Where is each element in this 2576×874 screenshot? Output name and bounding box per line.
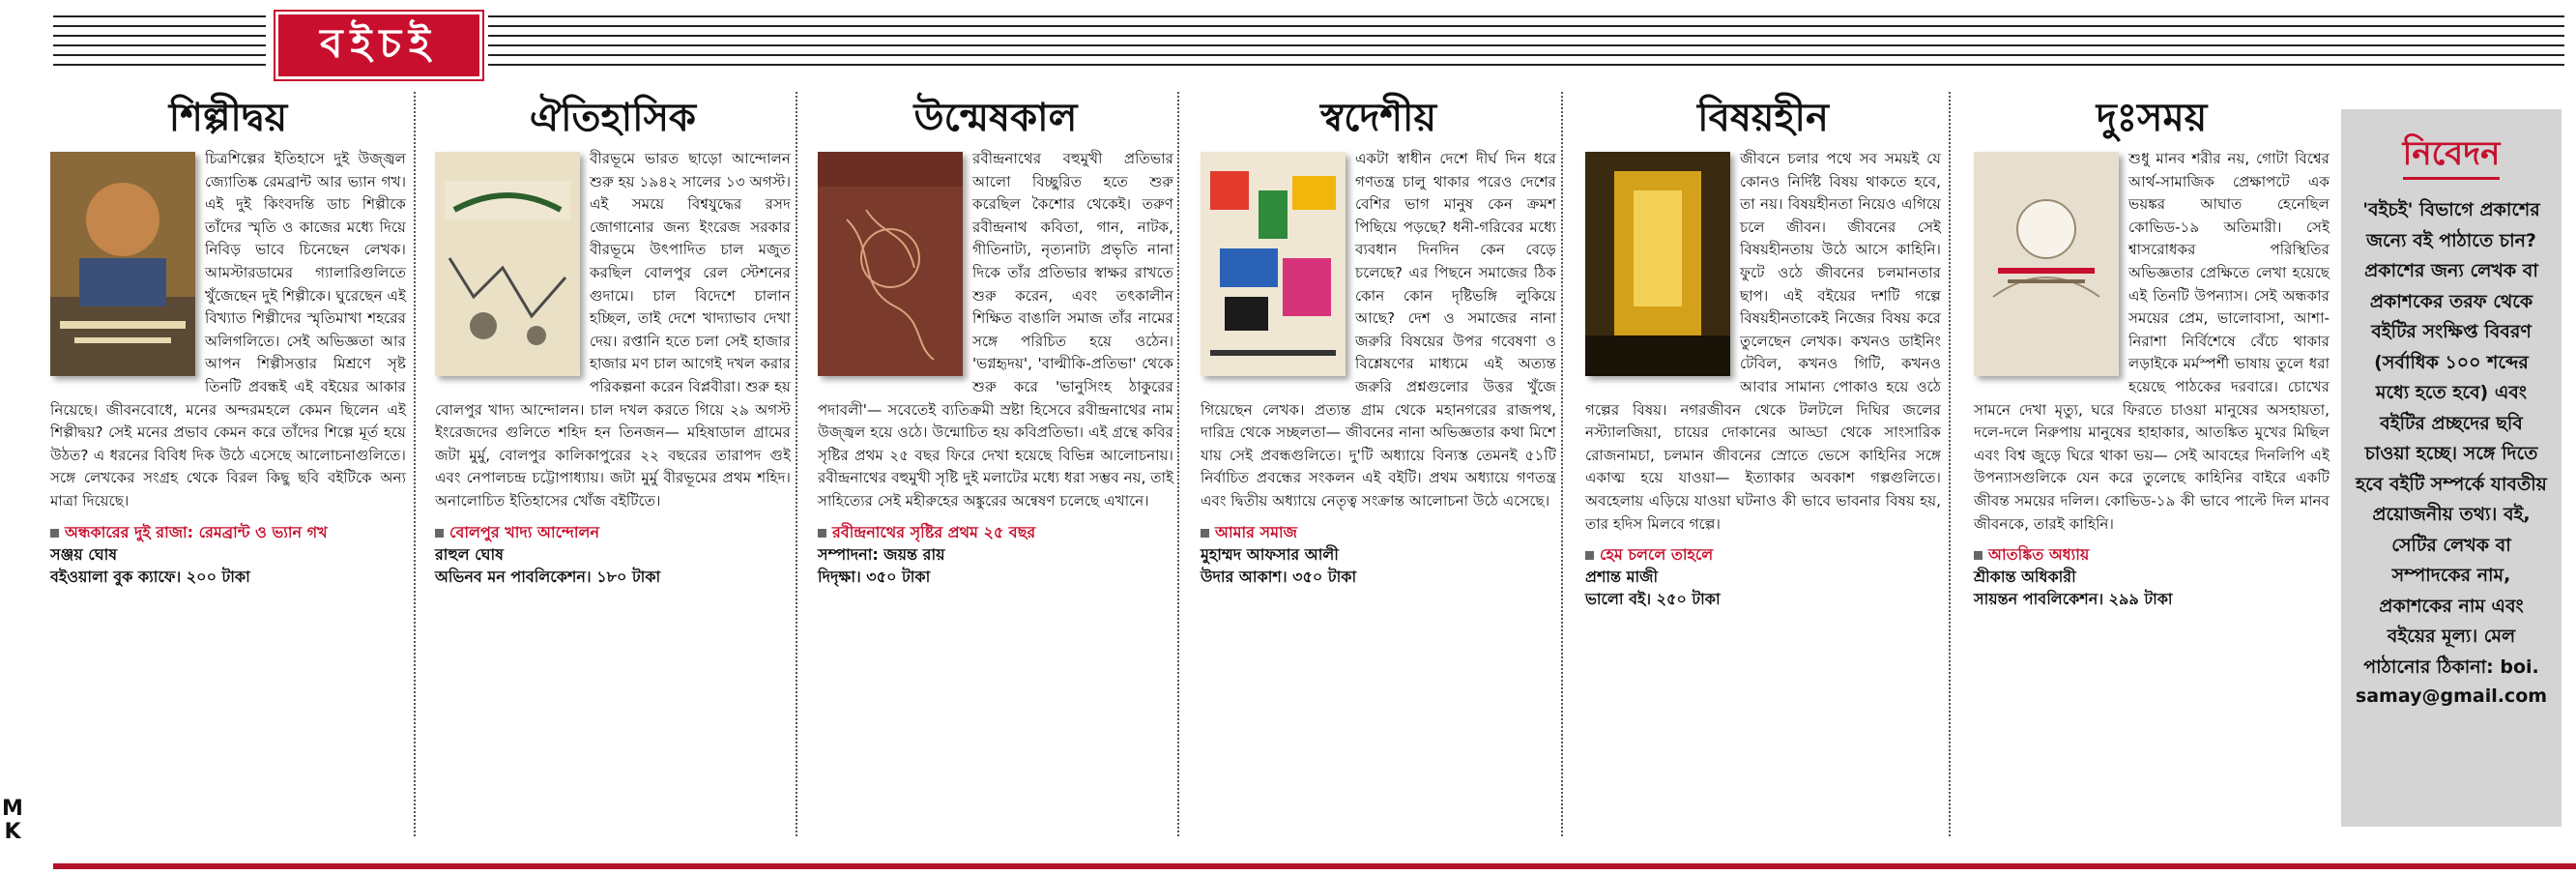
book-title: বোলপুর খাদ্য আন্দোলন bbox=[449, 522, 599, 541]
book-publisher-price: ভালো বই। ২৫০ টাকা bbox=[1585, 590, 1721, 609]
registration-mark-m: M bbox=[2, 797, 23, 821]
column-title: বিষয়হীন bbox=[1697, 95, 1829, 140]
book-author: সঞ্জয় ঘোষ bbox=[50, 544, 118, 564]
review-text: চিত্রশিল্পের ইতিহাসে দুই উজ্জ্বল জ্যোতিষ্ক রেমব্রান্ট আর ভ্যান গখ। এই দুই কিংবদন্তি ডাচ শিল্পীকে তাঁদের স্মৃতি ও কাজের মধ্যে দিয়ে নিবিড় ভাবে চিনেছেন লেখক। আমস্টারডামের গ্যালারিগুলিতে খুঁজেছেন দুই শিল্পীকে। ঘুরেছেন এই বিখ্যাত শিল্পীদের স্মৃতিমাখা শহরের অলিগলিতে। সেই অভিজ্ঞতা আর আপন শিল্পীসত্তার মিশ্রণে সৃষ্ট তিনটি প্রবন্ধই এই বইয়ের আকার নিয়েছে। জীবনবোধে, মনের অন্দরমহলে কেমন ছিলেন এই শিল্পীদ্বয়? সেই মনের প্রভাব কেমন করে তাঁদের শিল্পে মূর্ত হয়ে উঠত? এ ধরনের বিবিধ দিক উঠে এসেছে আলোচনাগুলিতে। সঙ্গে লেখকের সংগ্রহ থেকে বিরল কিছু ছবি বইটিকে অন্য মাত্রা দিয়েছে। bbox=[50, 150, 406, 510]
bullet-square-icon bbox=[50, 529, 59, 538]
book-author: মুহাম্মদ আফসার আলী bbox=[1201, 544, 1339, 564]
column-title: উন্মেষকাল bbox=[913, 95, 1078, 140]
book-cover-sketch bbox=[435, 152, 580, 376]
review-column-4 bbox=[1201, 92, 1556, 836]
book-author: শ্রীকান্ত অধিকারী bbox=[1974, 568, 2076, 587]
book-publisher-price: বইওয়ালা বুক ক্যাফে। ২০০ টাকা bbox=[50, 567, 250, 586]
column-title: দুঃসময় bbox=[2096, 95, 2208, 140]
book-publisher-price: দিদৃক্ষা। ৩৫০ টাকা bbox=[818, 567, 931, 586]
book-publisher-price: সায়ন্তন পাবলিকেশন। ২৯৯ টাকা bbox=[1974, 590, 2173, 609]
book-details bbox=[435, 521, 791, 588]
bottom-rule bbox=[53, 863, 2576, 869]
review-column-1 bbox=[50, 92, 406, 836]
book-details bbox=[1974, 543, 2330, 610]
column-title: শিল্পীদ্বয় bbox=[168, 95, 288, 140]
book-cover-yellow-blur bbox=[1585, 152, 1730, 376]
bullet-square-icon bbox=[435, 529, 444, 538]
book-cover-line-drawing bbox=[818, 152, 963, 376]
section-tag: বইচই bbox=[275, 12, 482, 79]
book-title: রবীন্দ্রনাথের সৃষ্টির প্রথম ২৫ বছর bbox=[832, 522, 1036, 541]
review-column-2 bbox=[435, 92, 791, 836]
review-text: একটা স্বাধীন দেশে দীর্ঘ দিন ধরে গণতন্ত্র চালু থাকার পরেও দেশের বেশির ভাগ মানুষ কেন ক্রমশ পিছিয়ে পড়ছে? ধনী-গরিবের মধ্যে ব্যবধান দিনদিন কেন বেড়ে চলেছে? এর পিছনে সমাজের ঠিক কোন কোন দৃষ্টিভঙ্গি লুকিয়ে আছে? দেশ ও সমাজের নানা জরুরি বিষয়ের উপর গবেষণা ও বিশ্লেষণের মাধ্যমে এই অত্যন্ত জরুরি প্রশ্নগুলোর উত্তর খুঁজে গিয়েছেন লেখক। প্রত্যন্ত গ্রাম থেকে মহানগরের রাজপথ, দারিদ্র থেকে সচ্ছলতা— জীবনের নানা অভিজ্ঞতার কথা মিশে যায় সেই প্রবন্ধগুলিতে। দু'টি অধ্যায়ে বিন্যস্ত তেমনই ৫১টি নির্বাচিত প্রবন্ধের সংকলন এই বইটি। প্রথম অধ্যায়ে গণতন্ত্র এবং দ্বিতীয় অধ্যায়ে নেতৃত্ব সংক্রান্ত আলোচনা উঠে এসেছে। bbox=[1201, 150, 1556, 510]
column-title: স্বদেশীয় bbox=[1319, 95, 1437, 140]
book-details bbox=[1585, 543, 1941, 610]
book-author: প্রশান্ত মাজী bbox=[1585, 568, 1659, 587]
bullet-square-icon bbox=[818, 529, 826, 538]
review-column-6 bbox=[1974, 92, 2330, 836]
review-columns bbox=[50, 92, 2341, 836]
notice-body: 'বইচই' বিভাগে প্রকাশের জন্যে বই পাঠাতে চান? প্রকাশের জন্য লেখক বা প্রকাশকের তরফ থেকে বইটির সংক্ষিপ্ত বিবরণ (সর্বাধিক ১০০ শব্দের মধ্যে হতে হবে) এবং বইটির প্রচ্ছদের ছবি চাওয়া হচ্ছে। সঙ্গে দিতে হবে বইটি সম্পর্কে যাবতীয় প্রয়োজনীয় তথ্য। বই, সেটির লেখক বা সম্পাদকের নাম, প্রকাশকের নাম এবং বইয়ের মূল্য। মেল পাঠানোর ঠিকানা: boi. bbox=[2356, 199, 2547, 678]
bullet-square-icon bbox=[1585, 551, 1594, 560]
notice-email: samay@gmail.com bbox=[2355, 685, 2548, 707]
review-text: বীরভূমে ভারত ছাড়ো আন্দোলন শুরু হয় ১৯৪২ সালের ১৩ অগস্ট। এই সময়ে বিশ্বযুদ্ধের রসদ জোগানোর জন্য ইংরেজ সরকার বীরভূমে উৎপাদিত চাল মজুত করছিল বোলপুর রেল স্টেশনের গুদামে। চাল বিদেশে চালান হচ্ছিল, তাই দেশে খাদ্যাভাব দেখা দেয়। রপ্তানি হতে চলা সেই হাজার হাজার মণ চাল আগেই দখল করার পরিকল্পনা করেন বিপ্লবীরা। শুরু হয় বোলপুর খাদ্য আন্দোলন। চাল দখল করতে গিয়ে ২৯ অগস্ট ইংরেজদের গুলিতে শহিদ হন তিনজন— মহিষাডাল গ্রামের জটা মুর্মু, বোলপুর কালিকাপুরের ২২ বছরের তারাপদ গুই এবং নেপালচন্দ্র চট্টোপাধ্যায়। জটা মুর্মু বীরভূমের প্রথম শহিদ। অনালোচিত ইতিহাসের খোঁজ বইটিতে। bbox=[435, 150, 791, 510]
book-cover-pale-sketch bbox=[1974, 152, 2119, 376]
review-column-3 bbox=[818, 92, 1173, 836]
book-title: অন্ধকারের দুই রাজা: রেমব্রান্ট ও ভ্যান গখ bbox=[65, 522, 328, 541]
book-cover-portrait-painting bbox=[50, 152, 195, 376]
review-text: জীবনে চলার পথে সব সময়ই যে কোনও নির্দিষ্ট বিষয় থাকতে হবে, তা নয়। বিষয়হীনতা নিয়েও এগিয়ে চলে জীবন। জীবনের সেই বিষয়হীনতায় উঠে আসে কাহিনি। ফুটে ওঠে জীবনের চলমানতার ছাপ। এই বইয়ের দশটি গল্পে বিষয়হীনতাকেই নিজের বিষয় করে তুলেছেন লেখক। কখনও ডাইনিং টেবিল, কখনও গিটি, কখনও আবার সামান্য পোকাও হয়ে ওঠে গল্পের বিষয়। নগরজীবন থেকে টলটলে দিঘির জলের নস্ট্যালজিয়া, চায়ের দোকানের আড্ডা থেকে সাংসারিক রোজনামচা, চলমান জীবনের স্রোতে ভেসে কাহিনির সঙ্গে একাত্ম হয়ে যাওয়া— ইত্যাকার অবকাশ গল্পগুলিতে। অবহেলায় এড়িয়ে যাওয়া ঘটনাও কী ভাবে ভাবনার বিষয় হয়, তার হদিস মিলবে গল্পে। bbox=[1585, 150, 1941, 533]
book-title: আতঙ্কিত অধ্যায় bbox=[1988, 545, 2090, 565]
book-title: হেম চললে তাহলে bbox=[1600, 545, 1714, 565]
book-author: সম্পাদনা: জয়ন্ত রায় bbox=[818, 544, 945, 564]
bullet-square-icon bbox=[1974, 551, 1983, 560]
column-title: ঐতিহাসিক bbox=[529, 95, 697, 140]
book-details bbox=[1201, 521, 1556, 588]
book-details bbox=[50, 521, 406, 588]
review-column-5 bbox=[1585, 92, 1941, 836]
review-text: রবীন্দ্রনাথের বহুমুখী প্রতিভার আলো বিচ্ছুরিত হতে শুরু করেছিল কৈশোর থেকেই। তরুণ রবীন্দ্রনাথ কবিতা, গান, নাটক, গীতিনাট্য, নৃত্যনাট্য প্রভৃতি নানা দিকে তাঁর প্রতিভার স্বাক্ষর রাখতে শুরু করেন, এবং তৎকালীন শিক্ষিত বাঙালি সমাজ তাঁর নামের সঙ্গে পরিচিত হয়ে ওঠেন। 'ভগ্নহৃদয়', 'বাল্মীকি-প্রতিভা' থেকে শুরু করে 'ভানুসিংহ ঠাকুরের পদাবলী'— সবেতেই ব্যতিক্রমী স্রষ্টা হিসেবে রবীন্দ্রনাথের নাম উজ্জ্বল হয়ে ওঠে। উন্মোচিত হয় কবিপ্রতিভা। এই গ্রন্থে কবির সৃষ্টির প্রথম ২৫ বছর ফিরে দেখা হয়েছে বিভিন্ন আলোচনায়। রবীন্দ্রনাথের বহুমুখী সৃষ্টি দুই মলাটের মধ্যে ধরা সম্ভব নয়, তাই সাহিত্যের সেই মহীরুহের অঙ্কুরের অন্বেষণ চলেছে এখানে। bbox=[818, 150, 1173, 510]
registration-mark-k: K bbox=[4, 820, 21, 844]
book-cover-colorful-typography bbox=[1201, 152, 1346, 376]
bullet-square-icon bbox=[1201, 529, 1209, 538]
book-details bbox=[818, 521, 1173, 588]
notice-title: নিবেদন bbox=[2403, 132, 2501, 180]
submission-notice-box bbox=[2341, 109, 2562, 827]
book-publisher-price: অভিনব মন পাবলিকেশন। ১৮০ টাকা bbox=[435, 567, 661, 586]
book-publisher-price: উদার আকাশ। ৩৫০ টাকা bbox=[1201, 567, 1357, 586]
review-text: শুধু মানব শরীর নয়, গোটা বিশ্বের আর্থ-সামাজিক প্রেক্ষাপটে এক ভয়ঙ্কর আঘাত হেনেছিল কোভিড-১৯ অতিমারী। সেই শ্বাসরোধকর পরিস্থিতির অভিজ্ঞতার প্রেক্ষিতে লেখা হয়েছে এই তিনটি উপন্যাস। সেই অন্ধকার সময়ের প্রেম, ভালোবাসা, আশা-নিরাশা নির্বিশেষে বেঁচে থাকার লড়াইকে মর্মস্পর্শী ভাষায় তুলে ধরা হয়েছে পাঠকের দরবারে। চোখের সামনে দেখা মৃত্যু, ঘরে ফিরতে চাওয়া মানুষের অসহায়তা, দলে-দলে নিরুপায় মানুষের হাহাকার, আতঙ্কিত মুখের মিছিল এবং বিশ্ব জুড়ে ঘিরে থাকা ভয়— সেই আবহের দিনলিপি এই উপন্যাসগুলিকে যেন করে তুলেছে কাহিনির বাইরে একটি জীবন্ত সময়ের দলিল। কোভিড-১৯ কী ভাবে পাল্টে দিল মানব জীবনকে, তারই কাহিনি। bbox=[1974, 150, 2330, 533]
book-author: রাহুল ঘোষ bbox=[435, 544, 504, 564]
book-title: আমার সমাজ bbox=[1215, 522, 1297, 541]
